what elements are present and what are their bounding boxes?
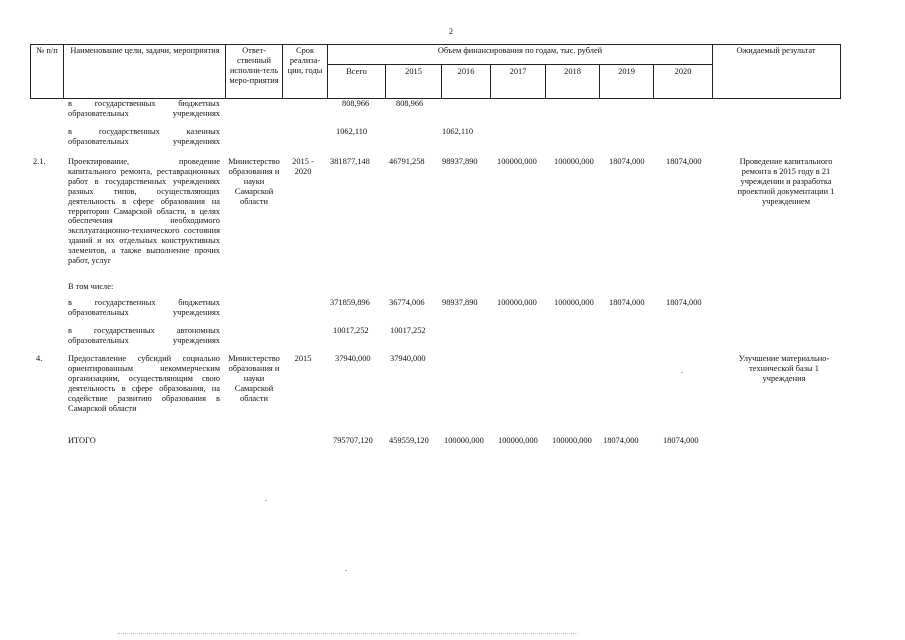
header-year-2016: 2016 xyxy=(457,67,475,76)
row-2017: 100000,000 xyxy=(497,157,537,166)
scan-speck xyxy=(681,372,683,373)
row-2019: 18074,000 xyxy=(603,436,639,445)
header-num: № п/п xyxy=(36,46,58,55)
header-total: Всего xyxy=(346,67,367,76)
table-top-border xyxy=(30,44,841,45)
row-2017: 100000,000 xyxy=(498,436,538,445)
scan-speck xyxy=(265,500,267,501)
row-2018: 100000,000 xyxy=(554,298,594,307)
scan-speck xyxy=(345,570,347,571)
row-2015: 37940,000 xyxy=(390,354,426,363)
page-number: 2 xyxy=(449,27,453,36)
row-responsible: Министерство образования и науки Самарской области xyxy=(228,354,280,403)
row-2017: 100000,000 xyxy=(497,298,537,307)
column-border xyxy=(30,44,31,99)
row-responsible: Министерство образования и науки Самарской области xyxy=(228,157,280,206)
row-2019: 18074,000 xyxy=(609,157,645,166)
row-2016: 100000,000 xyxy=(444,436,484,445)
row-total: 37940,000 xyxy=(335,354,371,363)
row-name: в государственных бюджетных образовательных учреждениях xyxy=(68,298,220,317)
scan-edge-noise xyxy=(118,633,578,634)
header-year-2018: 2018 xyxy=(564,67,581,76)
row-2016: 1062,110 xyxy=(442,127,474,136)
header-term: Срок реализа-ции, годы xyxy=(287,46,323,75)
row-number: 2.1. xyxy=(33,157,46,166)
row-expected-result: Проведение капитального ремонта в 2015 году в 21 учреждении и разработка проектной документации 1 учреждением xyxy=(737,157,835,206)
column-border xyxy=(712,44,713,99)
row-total: 371859,896 xyxy=(330,298,370,307)
row-2020: 18074,000 xyxy=(663,436,699,445)
row-expected-result: Улучшение материально-технической базы 1 учреждения xyxy=(738,354,830,383)
row-total: 795707,120 xyxy=(333,436,373,445)
row-name: в государственных бюджетных образовательных учреждениях xyxy=(68,99,220,118)
row-term: 2015 - 2020 xyxy=(292,157,314,176)
row-total-label: ИТОГО xyxy=(68,436,96,445)
row-2015: 36774,006 xyxy=(389,298,425,307)
header-financing: Объем финансирования по годам, тыс. рублей xyxy=(437,46,603,55)
row-number: 4. xyxy=(36,354,43,363)
header-expected-result: Ожидаемый результат xyxy=(736,46,816,55)
row-2018: 100000,000 xyxy=(552,436,592,445)
column-border xyxy=(63,44,64,99)
header-year-2020: 2020 xyxy=(674,67,692,76)
row-2020: 18074,000 xyxy=(666,298,702,307)
row-2015: 808,966 xyxy=(396,99,424,108)
row-2019: 18074,000 xyxy=(609,298,645,307)
header-name: Наименование цели, задачи, мероприятия xyxy=(70,46,220,55)
row-total: 808,966 xyxy=(342,99,370,108)
column-border xyxy=(225,44,226,99)
row-total: 381877,148 xyxy=(330,157,370,166)
row-name: Предоставление субсидий социально ориентированным некоммерческим организациям, осуществляющим свою деятельность в сфере образования, на содействие развитию образования в Самарской области xyxy=(68,354,220,413)
row-name: в государственных казенных образовательных учреждениях xyxy=(68,127,220,146)
header-responsible: Ответ-ственный исполни-тель меро-приятия xyxy=(229,46,279,85)
row-2016: 98937,890 xyxy=(442,157,478,166)
header-year-2017: 2017 xyxy=(509,67,527,76)
row-2018: 100000,000 xyxy=(554,157,594,166)
row-total: 1062,110 xyxy=(336,127,368,136)
row-total: 10017,252 xyxy=(333,326,369,335)
row-2020: 18074,000 xyxy=(666,157,702,166)
row-subheading: В том числе: xyxy=(68,282,114,291)
row-term: 2015 xyxy=(294,354,312,363)
row-2015: 46791,258 xyxy=(389,157,425,166)
column-border xyxy=(840,44,841,99)
row-2016: 98937,890 xyxy=(442,298,478,307)
header-year-2015: 2015 xyxy=(405,67,422,76)
row-name: Проектирование, проведение капитального ремонта, реставрационных работ в государственных учреждениях разных типов, осуществляющих деятельность в сфере образования на территории Самарской области, в целях обеспечения необходимого эксплуатационно-технического состояния зданий и их отдельных конструктивных элементов, а также выполнение прочих работ, услуг xyxy=(68,157,220,266)
row-2015: 459559,120 xyxy=(389,436,429,445)
row-2015: 10017,252 xyxy=(390,326,426,335)
header-year-2019: 2019 xyxy=(618,67,635,76)
row-name: в государственных автономных образовательных учреждениях xyxy=(68,326,220,345)
